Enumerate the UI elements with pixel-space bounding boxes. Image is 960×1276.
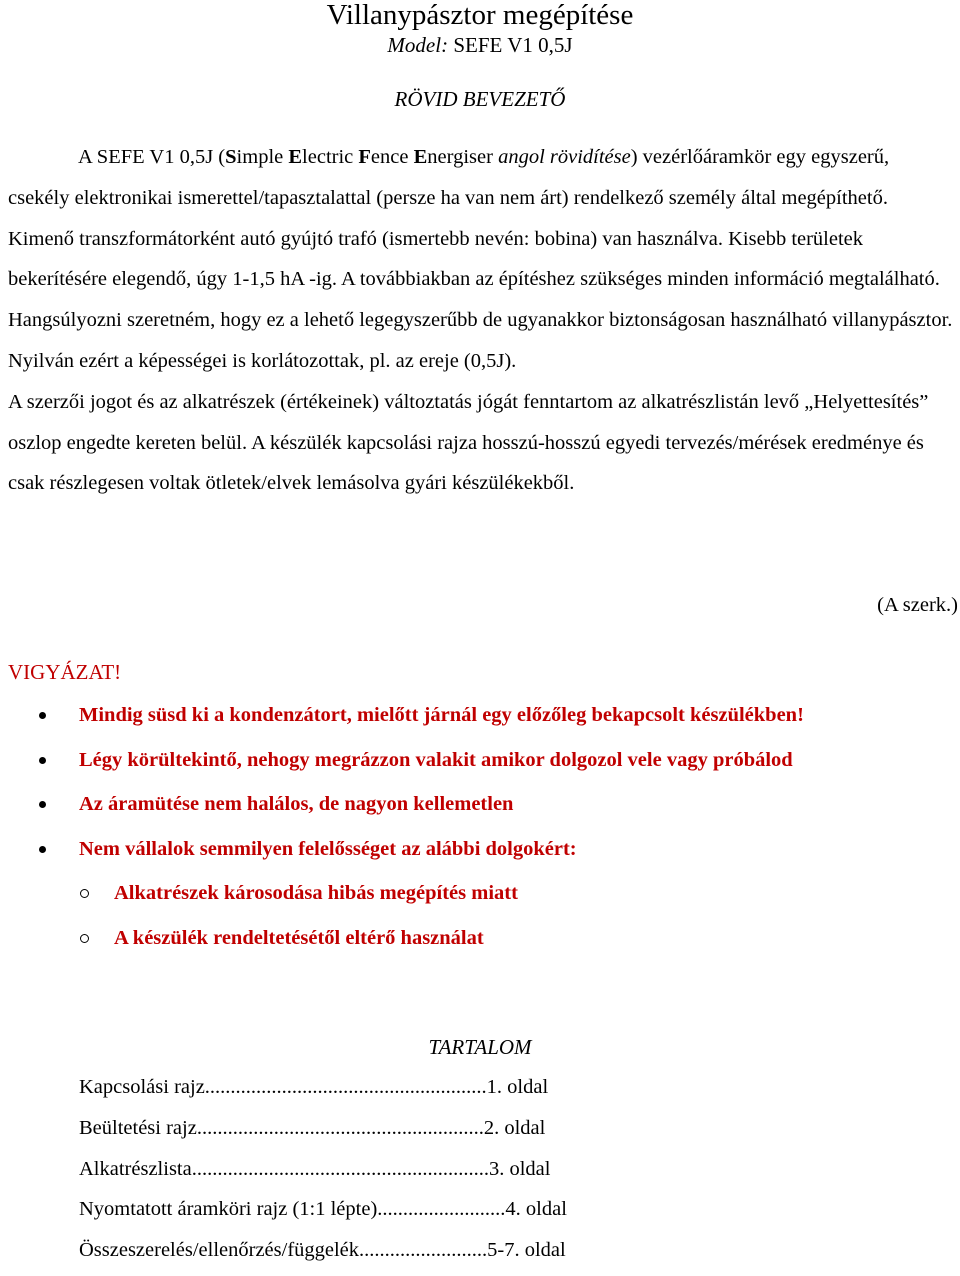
warning-sub-item [0, 878, 960, 923]
warning-sub-item [0, 923, 960, 968]
toc-entry: Nyomtatott áramköri rajz (1:1 lépte).........................4. oldal [79, 1198, 567, 1221]
intro-paragraph-2: A szerzői jogot és az alkatrészek (értékeinek) változtatás jógát fenntartom az alkatrészlistán levő „Helyettesítés” oszlop engedte kereten belül. A készülék kapcsolási rajza hosszú-hosszú egyedi tervezés/mérések eredménye és csak részlegesen voltak ötletek/elvek lemásolva gyári készülékekből. [8, 390, 929, 495]
acronym-letter-s: S [225, 146, 237, 168]
warning-sub-item-text: Alkatrészek károsodása hibás megépítés miatt [114, 882, 518, 905]
editor-credit: (A szerk.) [877, 594, 958, 616]
warning-item-text: Mindig süsd ki a kondenzátort, mielőtt járnál egy előzőleg bekapcsolt készülékben! [79, 704, 804, 726]
warning-item [0, 745, 960, 790]
acronym-letter-f: F [358, 146, 371, 168]
model-line [0, 32, 960, 58]
warning-item [0, 789, 960, 834]
intro-heading: RÖVID BEVEZETŐ [394, 87, 566, 111]
model-label: Model: [387, 33, 449, 57]
warning-item-text: Nem vállalok semmilyen felelősséget az alábbi dolgokért: [79, 837, 577, 860]
warning-title: VIGYÁZAT! [8, 660, 122, 684]
acronym-letter-e: E [288, 146, 303, 168]
toc-entry: Összeszerelés/ellenőrzés/függelék.........................5-7. oldal [79, 1239, 566, 1262]
toc-heading: TARTALOM [428, 1035, 532, 1059]
warning-item [0, 700, 960, 745]
intro-italic-note: angol rövidítése [498, 146, 631, 168]
warning-item-text: Az áramütése nem halálos, de nagyon kellemetlen [79, 793, 514, 816]
acronym-letter-e: E [413, 146, 428, 168]
intro-text-segment: ence [370, 146, 414, 168]
table-of-contents [79, 1072, 779, 1276]
toc-entry: Alkatrészlista..........................................................3. oldal [79, 1157, 551, 1180]
intro-text-segment: lectric [302, 146, 359, 168]
warning-list [0, 700, 960, 968]
intro-text-segment: nergiser [427, 146, 499, 168]
warning-item [0, 834, 960, 879]
intro-text-segment: ) vezérlőáramkör egy egyszerű, csekély elektronikai ismerettel/tapasztalattal (persze ha van nem árt) rendelkező személy által megépíthető. Kimenő transzformátorként autó gyújtó trafó (ismertebb nevén: bobina) van használva. Kisebb területek bekerítésére elegendő, úgy 1-1,5 hA -ig. A továbbiakban az építéshez szükséges minden információ megtalálható. Hangsúlyozni szeretném, hogy ez a lehető legegyszerűbb de ugyanakkor biztonságosan használható villanypásztor. Nyilván ezért a képességei is korlátozottak, pl. az ereje (0,5J). [8, 146, 953, 372]
intro-text-segment: imple [236, 146, 289, 168]
page-title: Villanypásztor megépítése [326, 0, 634, 31]
model-value: SEFE V1 0,5J [453, 33, 573, 57]
warning-item-text: Légy körültekintő, nehogy megrázzon valakit amikor dolgozol vele vagy próbálod [79, 748, 793, 771]
intro-text [8, 137, 953, 504]
warning-sub-item-text: A készülék rendeltetésétől eltérő használat [114, 926, 484, 949]
intro-text-segment: A SEFE V1 0,5J ( [78, 146, 226, 168]
toc-entry: Kapcsolási rajz.......................................................1. oldal [79, 1076, 549, 1098]
intro-paragraph-1 [8, 137, 953, 382]
toc-entry: Beültetési rajz........................................................2. oldal [79, 1116, 546, 1139]
